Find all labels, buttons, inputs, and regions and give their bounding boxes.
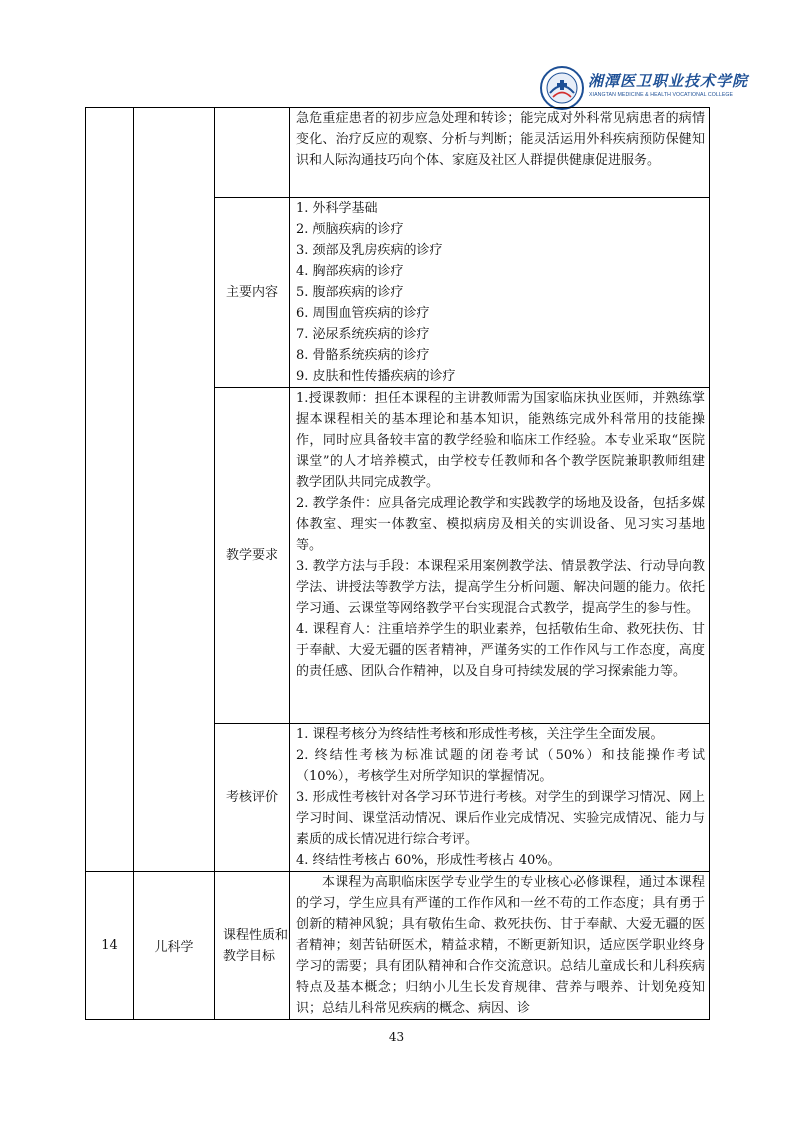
teaching-requirements-text [290,388,710,724]
course-number-cell-continued [86,108,134,872]
list-item: 7. 泌尿系统疾病的诊疗 [296,327,430,342]
assessment-label: 考核评价 [215,724,290,872]
list-item: 3. 教学方法与手段：本课程采用案例教学法、情景教学法、行动导向教学法、讲授法等教学方法，提高学生分析问题、解决问题的能力。依托学习通、云课堂等网络教学平台实现混合式教学，提高学生的参与性。 [296,559,705,616]
list-item: 1. 外科学基础 [296,201,378,216]
assessment-text [290,724,710,872]
list-item: 3. 形成性考核针对各学习环节进行考核。对学生的到课学习情况、网上学习时间、课堂活动情况、课后作业完成情况、实验完成情况、能力与素质的成长情况进行综合考评。 [296,790,705,847]
course-number: 14 [86,872,134,1020]
list-item: 5. 腹部疾病的诊疗 [296,285,404,300]
list-item: 4. 胸部疾病的诊疗 [296,264,404,279]
list-item: 2. 终结性考核为标准试题的闭卷考试（50%）和技能操作考试（10%），考核学生对所学知识的掌握情况。 [296,748,705,784]
college-name: 湘潭医卫职业技术学院 [588,72,749,90]
label-cell-continued [215,108,290,198]
table-row [86,872,710,1020]
course-name-cell-continued [134,108,215,872]
list-item: 2. 颅脑疾病的诊疗 [296,222,404,237]
list-item: 6. 周围血管疾病的诊疗 [296,306,430,321]
course-name: 儿科学 [134,872,215,1020]
list-item: 4. 课程育人：注重培养学生的职业素养，包括敬佑生命、救死扶伤、甘于奉献、大爱无疆的医者精神，严谨务实的工作作风与工作态度，高度的责任感、团队合作精神，以及自身可持续发展的学习探索能力等。 [296,622,705,679]
goal-text-continued: 急危重症患者的初步应急处理和转诊；能完成对外科常见病患者的病情变化、治疗反应的观察、分析与判断；能灵活运用外科疾病预防保健知识和人际沟通技巧向个体、家庭及社区人群提供健康促进服务。 [290,108,710,198]
college-logo [540,66,749,110]
course-goal-label: 课程性质和教学目标 [215,872,290,1020]
main-content-list [290,198,710,388]
list-item: 8. 骨骼系统疾病的诊疗 [296,348,430,363]
table-row [86,108,710,198]
list-item: 9. 皮肤和性传播疾病的诊疗 [296,369,456,384]
list-item: 1.授课教师：担任本课程的主讲教师需为国家临床执业医师，并熟练掌握本课程相关的基本理论和基本知识，能熟练完成外科常用的技能操作，同时应具备较丰富的教学经验和临床工作经验。本专业采取“医院课堂”的人才培养模式，由学校专任教师和各个教学医院兼职教师组建教学团队共同完成教学。 [296,391,705,490]
teaching-requirements-label: 教学要求 [215,388,290,724]
course-table [85,107,710,1020]
course-goal-text: 本课程为高职临床医学专业学生的专业核心必修课程，通过本课程的学习，学生应具有严谨的工作作风和一丝不苟的工作态度；具有勇于创新的精神风貌；具有敬佑生命、救死扶伤、甘于奉献、大爱无疆的医者精神；刻苦钻研医术，精益求精，不断更新知识，适应医学职业终身学习的需要；具有团队精神和合作交流意识。总结儿童成长和儿科疾病特点及基本概念；归纳小儿生长发育规律、营养与喂养、计划免疫知识；总结儿科常见疾病的概念、病因、诊 [290,872,710,1020]
college-seal-icon [540,66,584,110]
college-name-en: XIANGTAN MEDICINE & HEALTH VOCATIONAL COLLEGE [589,92,734,98]
list-item: 2. 教学条件：应具备完成理论教学和实践教学的场地及设备，包括多媒体教室、理实一体教室、模拟病房及相关的实训设备、见习实习基地等。 [296,496,705,553]
list-item: 4. 终结性考核占 60%，形成性考核占 40%。 [296,853,561,868]
page-number: 43 [388,1030,405,1044]
list-item: 1. 课程考核分为终结性考核和形成性考核，关注学生全面发展。 [296,727,664,742]
list-item: 3. 颈部及乳房疾病的诊疗 [296,243,443,258]
main-content-label: 主要内容 [215,198,290,388]
